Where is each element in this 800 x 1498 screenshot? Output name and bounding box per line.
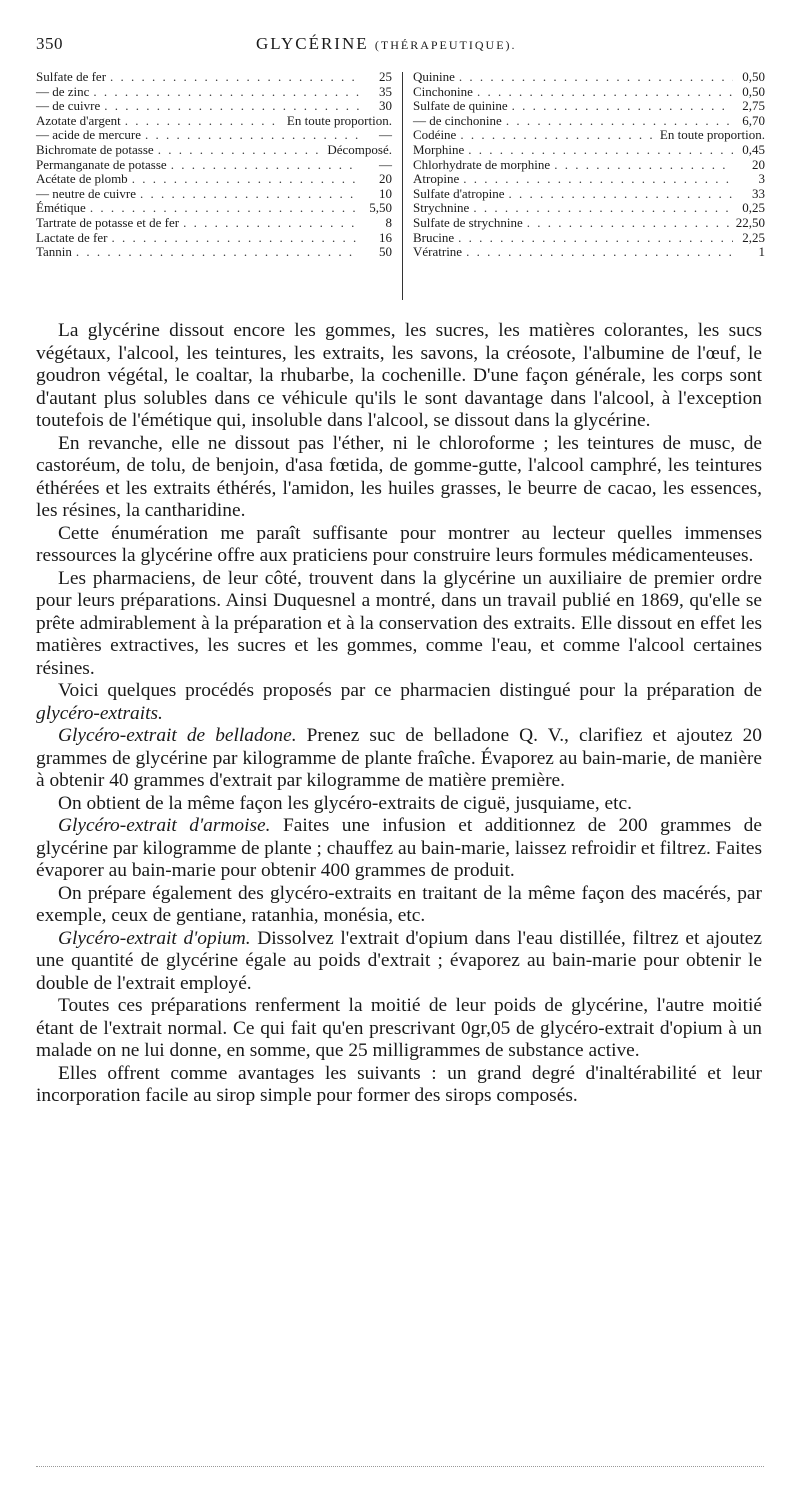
solubility-value: 5,50 <box>369 200 392 216</box>
solubility-value: 3 <box>758 171 765 187</box>
substance-name: Vératrine <box>413 244 463 260</box>
solubility-value: En toute proportion. <box>286 112 392 128</box>
running-title <box>256 34 517 54</box>
paragraph: Les pharmaciens, de leur côté, trouvent dans la glycérine un auxiliaire de premier ordre pour leurs préparations. Ainsi Duquesnel a montré, dans un travail publié en 1869, qu'elle se prête admirablement à la préparation et à la conservation des extraits. Elle dissout en effet les matières extractives, les sucres et les gommes, comme l'eau, et comme l'alcool certaines résines. <box>36 567 762 679</box>
leader-dots <box>110 70 360 85</box>
table-row <box>413 187 765 202</box>
substance-name: — de cinchonine <box>413 112 502 128</box>
table-row <box>36 187 392 202</box>
solubility-table-left <box>36 70 392 260</box>
solubility-value: En toute proportion. <box>659 127 765 143</box>
leader-dots <box>463 172 733 187</box>
solubility-value: 35 <box>379 83 392 99</box>
table-row <box>36 201 392 216</box>
substance-name: Quinine <box>413 69 455 84</box>
solubility-value: 25 <box>379 69 392 84</box>
leader-dots <box>145 128 360 143</box>
leader-dots <box>158 143 324 158</box>
table-row <box>413 172 765 187</box>
table-row <box>36 231 392 246</box>
paragraph: Toutes ces préparations renferment la moitié de leur poids de glycérine, l'autre moitié étant de l'extrait normal. Ce qui fait qu'en prescrivant 0gr,05 de glycéro-extrait d'opium à un malade on ne lui donne, en somme, que 25 milligrammes de substance active. <box>36 995 762 1061</box>
solubility-value: 20 <box>752 156 765 172</box>
solubility-value: 8 <box>385 214 392 230</box>
bottom-rule <box>36 1466 764 1468</box>
substance-name: Azotate d'argent <box>36 112 121 128</box>
leader-dots <box>132 172 360 187</box>
leader-dots <box>509 187 733 202</box>
table-row <box>413 128 765 143</box>
leader-dots <box>468 143 733 158</box>
paragraph <box>36 725 762 793</box>
substance-name: Codéine <box>413 127 457 143</box>
page-number: 350 <box>36 34 63 53</box>
table-row <box>413 231 765 246</box>
substance-name: Tannin <box>36 244 72 260</box>
substance-name: Sulfate de strychnine <box>413 214 523 230</box>
leader-dots <box>466 245 733 260</box>
solubility-value: 0,45 <box>742 141 765 157</box>
substance-name: Bichromate de potasse <box>36 141 154 157</box>
leader-dots <box>459 70 733 85</box>
table-row <box>36 172 392 187</box>
solubility-value: 50 <box>379 244 392 260</box>
solubility-value: 10 <box>379 185 392 201</box>
solubility-value: Décomposé. <box>327 141 392 157</box>
leader-dots <box>512 99 733 114</box>
substance-name: Brucine <box>413 229 455 245</box>
table-row <box>413 70 765 85</box>
recipe-title: Glycéro-extrait de belladone. <box>58 725 297 746</box>
leader-dots <box>90 201 360 216</box>
paragraph-text: Faites une infusion et additionnez de 200 grammes de glycérine par kilogramme de plante ; chauffez au bain-marie, laissez refroidir et filtrez. Faites évaporer au bain-marie pour obtenir 400 grammes de produit. <box>36 815 762 881</box>
substance-name: Acétate de plomb <box>36 171 128 187</box>
solubility-value: 0,50 <box>742 83 765 99</box>
solubility-value: 22,50 <box>735 214 765 230</box>
table-row <box>413 114 765 129</box>
table-row <box>413 245 765 260</box>
paragraph-text: Dissolvez l'extrait d'opium dans l'eau distillée, filtrez et ajoutez une quantité de glycérine égale au poids d'extrait ; évaporez au bain-marie pour obtenir le double de l'extrait employé. <box>36 927 762 994</box>
table-row <box>36 216 392 231</box>
table-row <box>413 143 765 158</box>
substance-name: — de cuivre <box>36 98 101 114</box>
solubility-value: 2,75 <box>742 98 765 114</box>
leader-dots <box>183 216 360 231</box>
solubility-table-right <box>413 70 765 260</box>
solubility-value: — <box>379 156 392 172</box>
solubility-value: 33 <box>752 185 765 201</box>
table-row <box>413 99 765 114</box>
substance-name: Lactate de fer <box>36 229 108 245</box>
solubility-value: — <box>379 127 392 143</box>
paragraph-italic: glycéro-extraits. <box>36 702 163 724</box>
substance-name: Chlorhydrate de morphine <box>413 156 551 172</box>
paragraph-text: Prenez suc de belladone Q. V., clarifiez et ajoutez 20 grammes de glycérine par kilogramme de plante fraîche. Évaporez au bain-marie, de manière à obtenir 40 grammes d'extrait par kilogramme de matière première. <box>36 725 762 791</box>
leader-dots <box>506 114 733 129</box>
leader-dots <box>111 231 360 246</box>
leader-dots <box>76 245 360 260</box>
paragraph: Elles offrent comme avantages les suivants : un grand degré d'inaltérabilité et leur incorporation facile au sirop simple pour former des sirops composés. <box>36 1062 762 1106</box>
table-row <box>413 85 765 100</box>
leader-dots <box>473 201 733 216</box>
substance-name: Atropine <box>413 171 460 187</box>
substance-name: — de zinc <box>36 83 90 99</box>
solubility-value: 6,70 <box>742 112 765 128</box>
paragraph: On prépare également des glycéro-extraits en traitant de la même façon des macérés, par exemple, ceux de gentiane, ratanhia, monésia, etc. <box>36 882 762 926</box>
table-row <box>413 158 765 173</box>
substance-name: Sulfate d'atropine <box>413 185 505 201</box>
substance-name: Strychnine <box>413 200 470 216</box>
solubility-value: 30 <box>379 98 392 114</box>
table-row <box>413 201 765 216</box>
substance-name: Émétique <box>36 200 86 216</box>
paragraph: Cette énumération me paraît suffisante pour montrer au lecteur quelles immenses ressources la glycérine offre aux praticiens pour construire leurs formules médicamenteuses. <box>36 522 762 566</box>
running-head <box>36 34 756 58</box>
running-title-main: GLYCÉRINE <box>256 34 369 53</box>
paragraph: On obtient de la même façon les glycéro-extraits de ciguë, jusquiame, etc. <box>58 792 632 814</box>
paragraph <box>36 928 762 996</box>
leader-dots <box>460 128 656 143</box>
table-row <box>36 245 392 260</box>
table-row <box>36 114 392 129</box>
leader-dots <box>477 85 733 100</box>
recipe-title: Glycéro-extrait d'armoise. <box>58 815 271 836</box>
leader-dots <box>458 231 733 246</box>
table-row <box>36 70 392 85</box>
solubility-value: 0,50 <box>742 69 765 84</box>
table-row <box>36 158 392 173</box>
paragraph: En revanche, elle ne dissout pas l'éther, ni le chloroforme ; les teintures de musc, de castoréum, de tolu, de benjoin, d'asa fœtida, de gomme-gutte, l'alcool camphré, les teintures éthérées et les extraits éthérés, l'amidon, les huiles grasses, le beurre de cacao, les essences, les résines, la cantharidine. <box>36 432 762 521</box>
table-row <box>36 128 392 143</box>
solubility-value: 0,25 <box>742 200 765 216</box>
recipe-title: Glycéro-extrait d'opium. <box>58 927 251 949</box>
substance-name: Permanganate de potasse <box>36 156 167 172</box>
leader-dots <box>171 158 360 173</box>
solubility-value: 20 <box>379 171 392 187</box>
column-divider <box>402 72 403 300</box>
substance-name: Cinchonine <box>413 83 473 99</box>
leader-dots <box>125 114 283 129</box>
paragraph <box>36 815 762 883</box>
table-row <box>36 143 392 158</box>
solubility-tables <box>36 70 764 302</box>
solubility-value: 16 <box>379 229 392 245</box>
body-text <box>36 320 762 1108</box>
table-row <box>413 216 765 231</box>
table-row <box>36 99 392 114</box>
leader-dots <box>527 216 732 231</box>
leader-dots <box>140 187 360 202</box>
substance-name: — acide de mercure <box>36 127 142 143</box>
substance-name: Morphine <box>413 141 465 157</box>
substance-name: — neutre de cuivre <box>36 185 136 201</box>
table-row <box>36 85 392 100</box>
substance-name: Sulfate de fer <box>36 69 107 84</box>
substance-name: Sulfate de quinine <box>413 98 508 114</box>
solubility-value: 1 <box>758 244 765 260</box>
leader-dots <box>104 99 360 114</box>
leader-dots <box>93 85 360 100</box>
substance-name: Tartrate de potasse et de fer <box>36 214 180 230</box>
paragraph: La glycérine dissout encore les gommes, les sucres, les matières colorantes, les sucs végétaux, l'alcool, les teintures, les extraits, les savons, la créosote, l'albumine de l'œuf, le goudron végétal, le coaltar, la rhubarbe, la cochenille. D'une façon générale, les corps sont d'autant plus solubles dans ce véhicule qu'ils le sont davantage dans l'alcool, à l'exception toutefois de l'émétique qui, insoluble dans l'alcool, se dissout dans la glycérine. <box>36 320 762 431</box>
paragraph <box>36 680 762 725</box>
leader-dots <box>554 158 733 173</box>
running-title-sub: (THÉRAPEUTIQUE). <box>374 38 517 52</box>
paragraph-text: Voici quelques procédés proposés par ce pharmacien distingué pour la préparation de <box>58 680 762 701</box>
solubility-value: 2,25 <box>742 229 765 245</box>
